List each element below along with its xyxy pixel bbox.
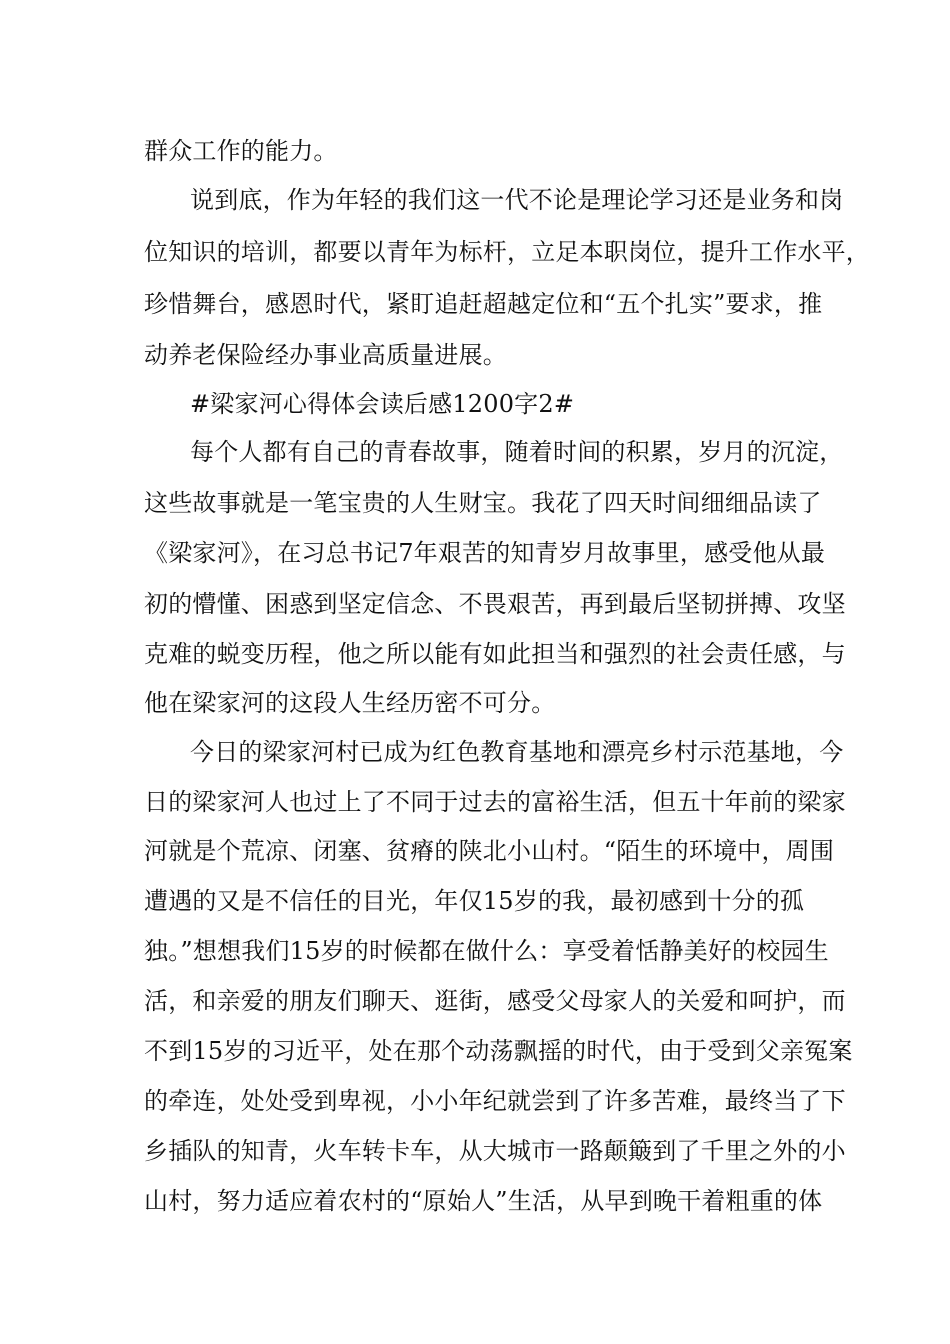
text-line: 位知识的培训，都要以青年为标杆，立足本职岗位，提升工作水平， xyxy=(144,238,870,266)
text-line: 他在梁家河的这段人生经历密不可分。 xyxy=(144,689,556,717)
text-line: 活，和亲爱的朋友们聊天、逛街，感受父母家人的关爱和呵护，而 xyxy=(144,987,846,1015)
text-line: 山村，努力适应着农村的“原始人”生活，从早到晚干着粗重的体 xyxy=(144,1187,823,1215)
text-line: 今日的梁家河村已成为红色教育基地和漂亮乡村示范基地，今 xyxy=(190,738,844,766)
text-line: 遭遇的又是不信任的目光，年仅15岁的我，最初感到十分的孤 xyxy=(144,887,805,915)
text-line: 这些故事就是一笔宝贵的人生财宝。我花了四天时间细细品读了 xyxy=(144,489,822,517)
text-line: 河就是个荒凉、闭塞、贫瘠的陕北小山村。“陌生的环境中，周围 xyxy=(144,837,835,865)
text-line: 的牵连，处处受到卑视，小小年纪就尝到了许多苦难，最终当了下 xyxy=(144,1087,846,1115)
text-line: 初的懵懂、困惑到坚定信念、不畏艰苦，再到最后坚韧拼搏、攻坚 xyxy=(144,590,846,618)
text-line: 独。”想想我们15岁的时候都在做什么：享受着恬静美好的校园生 xyxy=(144,937,829,965)
text-line: 群众工作的能力。 xyxy=(144,137,338,165)
text-line: 每个人都有自己的青春故事，随着时间的积累，岁月的沉淀， xyxy=(190,438,844,466)
section-heading: #梁家河心得体会读后感1200字2# xyxy=(190,390,575,418)
text-line: 克难的蜕变历程，他之所以能有如此担当和强烈的社会责任感，与 xyxy=(144,640,846,668)
text-line: 日的梁家河人也过上了不同于过去的富裕生活，但五十年前的梁家 xyxy=(144,788,846,816)
text-line: 说到底，作为年轻的我们这一代不论是理论学习还是业务和岗 xyxy=(190,186,844,214)
text-line: 不到15岁的习近平，处在那个动荡飘摇的时代，由于受到父亲冤案 xyxy=(144,1037,853,1065)
text-line: 乡插队的知青，火车转卡车，从大城市一路颠簸到了千里之外的小 xyxy=(144,1137,846,1165)
text-line: 《梁家河》，在习总书记7年艰苦的知青岁月故事里，感受他从最 xyxy=(144,539,826,567)
text-line: 动养老保险经办事业高质量进展。 xyxy=(144,341,507,369)
text-line: 珍惜舞台，感恩时代，紧盯追赶超越定位和“五个扎实”要求，推 xyxy=(144,290,823,318)
